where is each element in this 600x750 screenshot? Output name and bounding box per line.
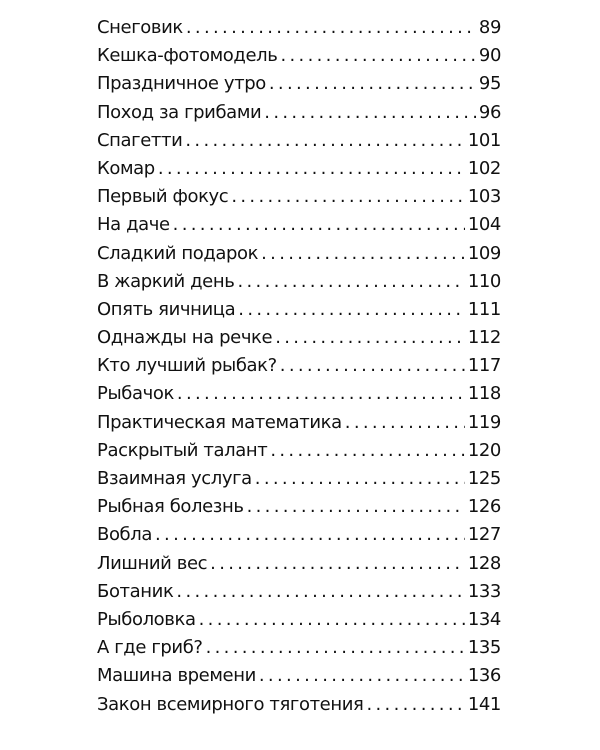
toc-entry-page: 111	[467, 298, 501, 320]
toc-entry	[97, 634, 501, 662]
toc-entry-title: Рыбачок	[97, 383, 174, 405]
toc-entry	[97, 606, 501, 634]
toc-entry	[97, 14, 501, 42]
toc-entry-page: 104	[467, 214, 501, 236]
toc-entry-title: Вобла	[97, 524, 152, 546]
toc-entry-title: Однажды на речке	[97, 327, 273, 349]
toc-entry	[97, 409, 501, 437]
toc-dot-leader	[185, 127, 464, 155]
toc-entry-title: В жаркий день	[97, 270, 235, 292]
toc-entry	[97, 42, 501, 70]
toc-entry-title: Рыболовка	[97, 608, 196, 630]
toc-entry	[97, 380, 501, 408]
toc-entry	[97, 493, 501, 521]
toc-entry	[97, 99, 501, 127]
toc-entry-page: 126	[467, 496, 501, 518]
toc-dot-leader	[259, 662, 465, 690]
toc-dot-leader	[237, 268, 464, 296]
toc-entry-page: 120	[467, 439, 501, 461]
table-of-contents	[97, 14, 501, 719]
toc-entry	[97, 324, 501, 352]
toc-entry-title: Сладкий подарок	[97, 242, 259, 264]
toc-entry-title: Лишний вес	[97, 552, 208, 574]
toc-entry	[97, 240, 501, 268]
toc-entry-page: 135	[467, 637, 501, 659]
toc-dot-leader	[270, 437, 465, 465]
toc-entry-page: 101	[467, 129, 501, 151]
toc-entry	[97, 691, 501, 719]
toc-entry-page: 96	[478, 101, 501, 123]
toc-entry-title: Взаимная услуга	[97, 468, 252, 489]
toc-entry-title: Поход за грибами	[97, 101, 262, 123]
toc-entry-title: Кешка-фотомодель	[97, 45, 278, 67]
toc-entry-title: Кто лучший рыбак?	[97, 355, 277, 377]
toc-dot-leader	[206, 634, 465, 662]
toc-entry-title: Опять яичница	[97, 298, 236, 320]
toc-entry-page: 134	[467, 608, 501, 630]
toc-entry-title: Рыбная болезнь	[97, 496, 244, 518]
toc-entry-page: 118	[467, 383, 501, 405]
toc-dot-leader	[247, 493, 465, 521]
toc-entry-title: На даче	[97, 214, 170, 236]
toc-dot-leader	[176, 578, 464, 606]
toc-entry-page: 109	[467, 242, 501, 264]
toc-entry-title: Машина времени	[97, 665, 256, 687]
toc-entry-title: Комар	[97, 157, 155, 179]
toc-entry-page: 95	[478, 73, 501, 95]
toc-dot-leader	[255, 465, 465, 493]
toc-entry-title: Праздничное утро	[97, 73, 266, 95]
toc-entry	[97, 662, 501, 690]
toc-entry-page: 119	[467, 411, 501, 433]
toc-entry-page: 141	[467, 693, 501, 715]
toc-entry	[97, 127, 501, 155]
toc-entry-page: 102	[467, 157, 501, 179]
toc-entry-title: Снеговик	[97, 17, 183, 38]
toc-entry-title: Закон всемирного тяготения	[97, 693, 364, 715]
toc-entry	[97, 183, 501, 211]
toc-entry	[97, 155, 501, 183]
toc-entry-page: 125	[467, 468, 501, 489]
toc-entry-page: 89	[478, 17, 501, 38]
toc-entry	[97, 352, 501, 380]
toc-dot-leader	[269, 70, 476, 98]
toc-entry-title: Ботаник	[97, 580, 174, 602]
toc-dot-leader	[238, 296, 465, 324]
toc-entry-page: 112	[467, 327, 501, 349]
toc-entry-page: 110	[467, 270, 501, 292]
toc-dot-leader	[173, 211, 465, 239]
toc-dot-leader	[231, 183, 465, 211]
toc-entry	[97, 550, 501, 578]
toc-entry	[97, 70, 501, 98]
toc-dot-leader	[275, 324, 465, 352]
toc-entry	[97, 465, 501, 493]
toc-entry	[97, 268, 501, 296]
toc-dot-leader	[264, 99, 476, 127]
toc-entry	[97, 578, 501, 606]
toc-entry	[97, 437, 501, 465]
toc-dot-leader	[186, 14, 476, 42]
toc-entry-page: 127	[467, 524, 501, 546]
toc-entry	[97, 211, 501, 239]
toc-dot-leader	[158, 155, 465, 183]
toc-entry-page: 103	[467, 186, 501, 208]
toc-entry-page: 136	[467, 665, 501, 687]
toc-dot-leader	[261, 240, 465, 268]
toc-entry-title: Раскрытый талант	[97, 439, 268, 461]
toc-entry	[97, 296, 501, 324]
toc-entry-title: Первый фокус	[97, 186, 229, 208]
toc-entry-page: 128	[467, 552, 501, 574]
toc-dot-leader	[345, 409, 465, 437]
toc-dot-leader	[210, 550, 465, 578]
toc-entry-page: 90	[478, 45, 501, 67]
toc-entry-title: Спагетти	[97, 129, 183, 151]
toc-dot-leader	[280, 42, 475, 70]
toc-dot-leader	[366, 691, 464, 719]
toc-entry-title: А где гриб?	[97, 637, 203, 659]
toc-entry-page: 133	[467, 580, 501, 602]
toc-dot-leader	[199, 606, 465, 634]
toc-entry-title: Практическая математика	[97, 411, 342, 433]
toc-dot-leader	[280, 352, 465, 380]
toc-dot-leader	[155, 521, 465, 549]
toc-entry-page: 117	[467, 355, 501, 377]
toc-dot-leader	[177, 380, 465, 408]
toc-entry	[97, 521, 501, 549]
